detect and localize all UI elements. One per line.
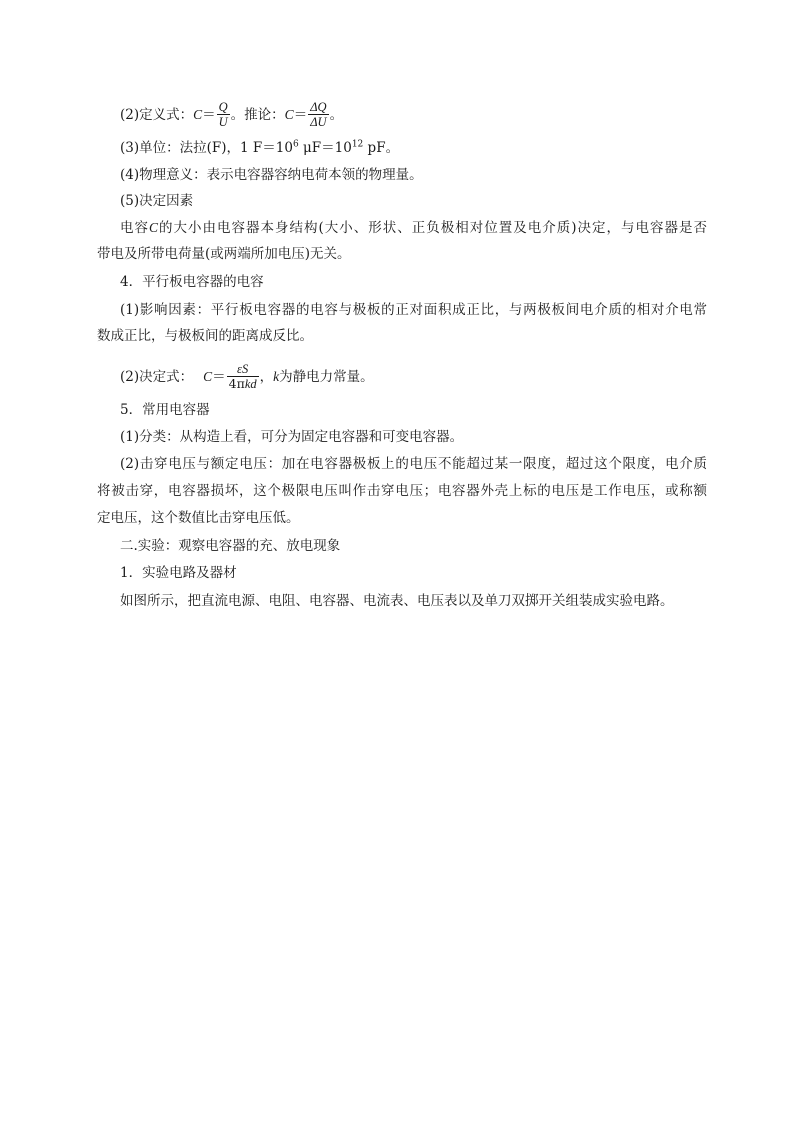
k-symbol: k	[273, 369, 280, 384]
capacitance-symbol: C	[149, 220, 159, 235]
unit-text: μF＝10	[298, 140, 352, 156]
capacitance-symbol: C	[193, 107, 203, 122]
capacitance-symbol: C	[203, 369, 213, 384]
definition-formula-line	[120, 101, 707, 130]
section-heading: 5．常用电容器	[120, 402, 210, 418]
physical-meaning-line: (4)物理意义：表示电容器容纳电荷本领的物理量。	[120, 167, 423, 183]
paragraph-text: 的大小由电容器本身结构(大小、形状、正负极相对位置及电介质)决定，与电容器是否	[158, 220, 707, 236]
paragraph-line: 将被击穿，电容器损坏，这个极限电压叫作击穿电压；电容器外壳上标的电压是工作电压，或称额	[97, 483, 707, 499]
experiment-subheading: 1．实验电路及器材	[120, 565, 237, 581]
paragraph-line: 带电及所带电荷量(或两端所加电压)无关。	[97, 246, 351, 262]
area-symbol: S	[241, 362, 249, 376]
fraction-denominator	[227, 377, 259, 391]
fraction-numerator	[227, 362, 259, 377]
definition-label: (2)定义式：	[120, 107, 194, 123]
paragraph-line	[120, 218, 707, 238]
equals-sign: ＝	[212, 369, 226, 385]
eps-s-over-4pikd-fraction	[227, 362, 259, 391]
paragraph-line: (2)击穿电压与额定电压：加在电容器极板上的电压不能超过某一限度，超过这个限度，电介质	[120, 456, 707, 472]
classification-line: (1)分类：从构造上看，可分为固定电容器和可变电容器。	[120, 429, 464, 445]
paragraph-line: 定电压，这个数值比击穿电压低。	[97, 510, 300, 526]
equals-sign: ＝	[293, 107, 308, 123]
fraction-denominator: ΔU	[310, 115, 327, 129]
unit-text: (3)单位：法拉(F)，1 F＝10	[120, 140, 293, 156]
q-over-u-fraction	[217, 100, 230, 129]
fraction-numerator: ΔQ	[310, 100, 327, 114]
delta-q-over-delta-u-fraction	[308, 100, 328, 129]
four-pi: 4π	[228, 376, 245, 391]
exponent: 6	[292, 139, 299, 150]
period: 。	[329, 107, 344, 123]
unit-line	[120, 138, 707, 158]
epsilon-symbol: ε	[237, 362, 242, 376]
kd-symbol: kd	[244, 377, 257, 391]
inference-label: 。推论：	[230, 107, 285, 123]
fraction-denominator: U	[218, 115, 228, 129]
fraction-numerator: Q	[218, 100, 228, 114]
decision-formula-line	[120, 363, 707, 392]
decision-label: (2)决定式：	[120, 369, 194, 385]
exponent: 12	[351, 139, 364, 150]
paragraph-line: 数成正比，与极板间的距离成反比。	[97, 328, 313, 344]
experiment-description: 如图所示，把直流电源、电阻、电容器、电流表、电压表以及单刀双掷开关组装成实验电路。	[120, 593, 674, 609]
equals-sign: ＝	[202, 107, 216, 123]
comma: ，	[259, 369, 274, 385]
paragraph-text: 为静电力常量。	[279, 369, 374, 385]
section-heading: 4．平行板电容器的电容	[120, 274, 264, 290]
capacitance-symbol: C	[284, 107, 294, 122]
unit-text: pF。	[363, 140, 400, 156]
determining-factors-heading: (5)决定因素	[120, 193, 194, 209]
paragraph-text: 电容	[120, 220, 149, 236]
paragraph-line: (1)影响因素：平行板电容器的电容与极板的正对面积成正比，与两极板间电介质的相对介电常	[120, 302, 707, 318]
experiment-heading: 二.实验：观察电容器的充、放电现象	[120, 538, 341, 554]
